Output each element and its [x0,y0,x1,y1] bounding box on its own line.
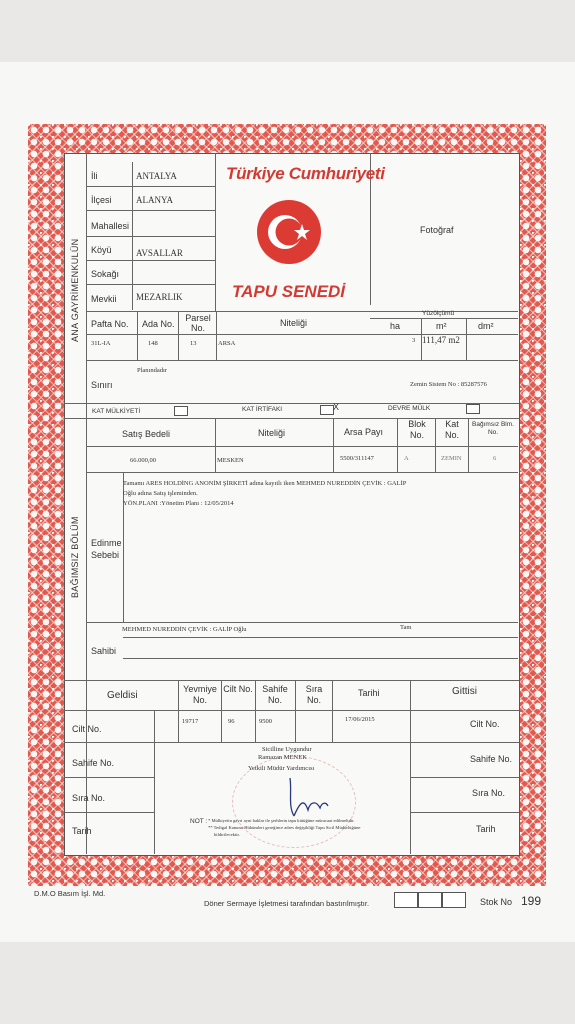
bagimsiz-no-header-text: Bağımsız Blm. No. [472,421,514,436]
unit-nitelik-value: MESKEN [217,457,244,464]
kat-mulkiyeti-checkbox [174,406,188,416]
bagimsiz-no-value: 6 [493,455,497,462]
parcel-col-line [178,311,179,360]
mahalle-label: Mahallesi [91,221,130,231]
koy-value: AVSALLAR [136,248,183,258]
independent-part-label: BAĞIMSIZ BÖLÜM [70,516,80,598]
devre-mulk-label: DEVRE MÜLK [388,405,431,412]
arsa-payi-header: Arsa Payı [344,427,384,437]
area-header-line [370,318,518,319]
left-tarih-label: Tarih [72,826,92,836]
geldisi-label: Geldisi [107,690,138,701]
header-left-divider [215,153,216,311]
zemin-system-no: Zemin Sistem No : 85287576 [410,381,487,388]
signature-name: Ramazan MENEK [258,754,307,761]
kat-mulkiyeti-label: KAT MÜLKİYETİ [92,408,141,415]
parsel-value: 13 [190,340,197,347]
satis-bedeli-value: 66.000,00 [130,457,156,464]
m2-value: 111,47 m2 [422,335,460,345]
kat-irtifaki-mark: X [333,402,340,412]
notes-line-1: * Mülkiyetin gayri ayni haklar ile şerhlerin tapu kütüğüne müracaat edilmelidir. [208,818,355,823]
signature-title: Sicilline Uygundur [262,746,312,753]
kat-header-text: Kat No. [444,419,459,440]
main-property-label: ANA GAYRİMENKULÜN [70,238,80,342]
mevki-value: MEZARLIK [136,292,183,302]
registry-col-line [221,680,222,742]
sahife-header-text: Sahife No. [262,684,288,705]
blok-value: A [404,455,409,462]
yevmiye-header-text: Yevmiye No. [183,684,217,705]
right-cilt-label: Cilt No. [470,719,500,729]
ilce-label: İlçesi [91,195,112,205]
area-header: Yüzölçümü [422,310,455,317]
unit-col-line [435,418,436,472]
left-sahife-label: Sahife No. [72,758,115,768]
unit-col-line [333,418,334,472]
registry-left-line [154,710,155,854]
registry-row-line [64,777,154,778]
right-sira-label: Sıra No. [472,788,506,798]
ilce-value: ALANYA [136,195,173,205]
signature-position: Yetkili Müdür Yardımcısı [248,765,315,772]
boundary-value: Planındadır [137,367,167,374]
stock-box-3 [442,892,466,908]
ada-header: Ada No. [142,319,175,329]
parcel-col-line [466,318,467,360]
notes-line-2: ** Tedigal Kanunu Hükümleri gereğince adres değişikliği Tapu Sicil Müdürlüğüne [208,825,361,830]
sahife-value: 9500 [259,718,272,725]
kat-header [438,419,466,441]
photo-label: Fotoğraf [420,225,454,235]
gittisi-label: Gittisi [452,686,477,697]
owner-share: Tam [400,624,412,631]
stock-no-label: Stok No [480,897,513,907]
registry-row-line [64,812,154,813]
il-value: ANTALYA [136,171,177,181]
koy-label: Köyü [91,245,112,255]
arsa-payi-value: 5500/311147 [340,455,374,462]
acquisition-text-2: Oğlu adına Satış işleminden. [123,490,198,497]
unit-row-bottom [86,472,518,473]
owner-mid-line [123,637,518,638]
kat-value: ZEMIN [441,455,462,462]
registry-row-line [64,742,519,743]
location-row-line [86,210,215,211]
unit-header-bottom [86,446,518,447]
right-tarih-label: Tarih [476,824,496,834]
pafta-value: 31L-IA [91,340,111,347]
parcel-col-line [216,311,217,360]
ha-value: 3 [412,337,416,344]
sokak-label: Sokağı [91,269,120,279]
owner-bottom-line [123,658,518,659]
nitelik-header: Niteliği [280,318,308,328]
boundary-label: Sınırı [91,380,113,390]
ada-value: 148 [148,340,158,347]
registry-col-line [178,680,179,742]
left-cilt-label: Cilt No. [72,724,102,734]
location-row-line [86,186,215,187]
pafta-header: Pafta No. [91,319,129,329]
printed-by-label: Döner Sermaye İşletmesi tarafından bastırılmıştır. [204,899,370,908]
blok-header-text: Blok No. [408,419,426,440]
dm2-header: dm² [478,321,494,331]
kat-irtifaki-label: KAT İRTİFAKI [242,406,283,413]
ha-header: ha [390,321,401,331]
owner-top-line [86,622,518,623]
unit-nitelik-header: Niteliği [258,428,286,438]
owner-name: MEHMED NUREDDİN ÇEVİK : GALİP Oğlu [122,626,247,633]
blok-header [401,419,433,441]
devre-mulk-checkbox [466,404,480,414]
kat-irtifaki-checkbox [320,405,334,415]
registry-col-line [410,680,411,854]
acquisition-text-1: Tamamı ARES HOLDİNG ANONİM ŞİRKETİ adına kayıtlı iken MEHMED NUREDDİN ÇEVİK : GALİP [123,480,407,487]
unit-col-line [397,418,398,472]
m2-header: m² [436,321,447,331]
parcel-row-bottom [86,360,518,361]
left-sira-label: Sıra No. [72,793,106,803]
notes-line-3: bildirilecektir. [214,832,240,837]
printer-label: D.M.O Basım İşl. Md. [34,889,106,898]
parsel-header [183,313,213,333]
sahife-header [257,684,293,706]
cilt-header-text: Cilt No. [223,684,253,694]
nitelik-value: ARSA [218,340,236,347]
cilt-header [223,684,253,695]
signature-scribble [282,772,332,822]
registry-col-line [255,680,256,742]
registry-row-line [410,812,519,813]
stock-box-2 [418,892,442,908]
location-row-line [86,236,215,237]
registry-col-line [332,680,333,742]
stock-no-value: 199 [521,894,542,908]
il-label: İli [91,171,98,181]
crescent-star-emblem [257,200,321,264]
tarihi-header: Tarihi [358,688,380,698]
registry-row-line [410,777,519,778]
left-column-divider [86,153,87,854]
stock-box-1 [394,892,418,908]
document-title-bottom: TAPU SENEDİ [232,282,346,301]
notes-label: NOT : [190,818,208,825]
section-divider-top [64,403,519,404]
unit-col-line [215,418,216,472]
yevmiye-header [180,684,220,706]
document-title-top: Türkiye Cumhuriyeti [226,164,385,183]
yevmiye-value: 19717 [182,718,199,725]
satis-bedeli-header: Satış Bedeli [122,429,171,439]
registry-col-line [295,680,296,742]
parcel-col-line [137,311,138,360]
mevki-label: Mevkii [91,294,117,304]
section-divider-bottom [64,680,519,681]
sira-header-text: Sıra No. [305,684,323,705]
acquisition-label-1: Edinme [91,538,122,548]
tarih-value: 17/06/2015 [345,716,375,723]
owner-label: Sahibi [91,646,117,656]
bagimsiz-no-header [470,421,516,437]
sira-header [298,684,330,706]
unit-col-line [468,418,469,472]
cilt-value: 96 [228,718,235,725]
acquisition-text-3: YÖN.PLANI :Yönetim Planı : 12/05/2014 [123,500,234,507]
registry-header-line [64,710,519,711]
parsel-header-text: Parsel No. [185,313,211,333]
location-row-line [86,284,215,285]
acquisition-label-2: Sebebi [91,550,120,560]
location-row-line [86,260,215,261]
right-sahife-label: Sahife No. [470,754,513,764]
